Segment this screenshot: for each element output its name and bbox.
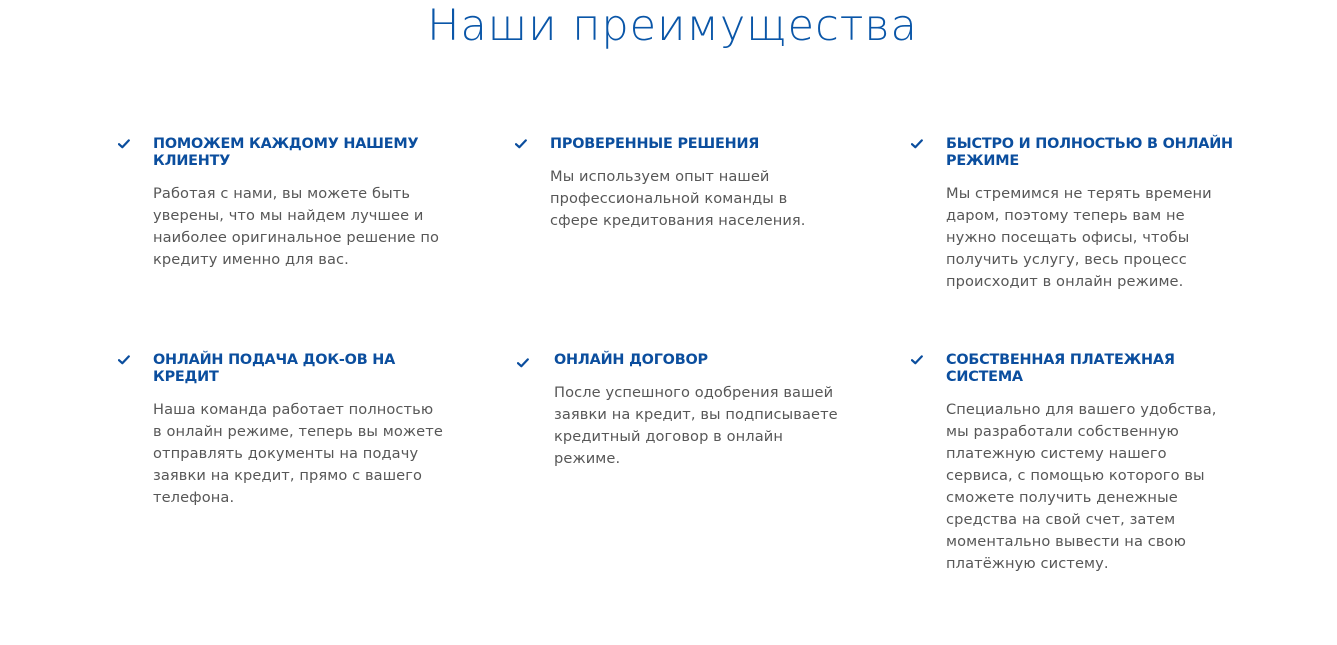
checkmark-icon bbox=[515, 139, 527, 149]
checkmark-icon bbox=[118, 355, 130, 365]
feature-title: ПРОВЕРЕННЫЕ РЕШЕНИЯ bbox=[550, 136, 760, 152]
feature-title: ПОМОЖЕМ КАЖДОМУ НАШЕМУ КЛИЕНТУ bbox=[153, 136, 419, 169]
feature-item-proven-solutions bbox=[550, 136, 825, 232]
checkmark-icon bbox=[517, 358, 529, 368]
feature-item-fast-online bbox=[946, 136, 1236, 293]
section-title: Наши преимущества bbox=[427, 1, 918, 51]
feature-item-online-documents bbox=[153, 352, 443, 509]
feature-title: БЫСТРО И ПОЛНОСТЬЮ В ОНЛАЙН РЕЖИМЕ bbox=[946, 136, 1233, 169]
feature-description: Наша команда работает полностью в онлайн режиме, теперь вы можете отправлять документы на подачу заявки на кредит, прямо с вашего телефона. bbox=[153, 401, 443, 506]
feature-description: Мы используем опыт нашей профессиональной команды в сфере кредитования населения. bbox=[550, 168, 806, 229]
feature-description: Мы стремимся не терять времени даром, поэтому теперь вам не нужно посещать офисы, чтобы получить услугу, весь процесс происходит в онлайн режиме. bbox=[946, 185, 1212, 290]
checkmark-icon bbox=[911, 139, 923, 149]
feature-description: Специально для вашего удобства, мы разработали собственную платежную систему нашего сервиса, с помощью которого вы сможете получить денежные средства на свой счет, затем моментально вывести на свою платёжную систему. bbox=[946, 401, 1217, 572]
feature-item-payment-system bbox=[946, 352, 1236, 575]
feature-title: ОНЛАЙН ПОДАЧА ДОК-ОВ НА КРЕДИТ bbox=[153, 352, 396, 385]
feature-description: Работая с нами, вы можете быть уверены, что мы найдем лучшее и наиболее оригинальное решение по кредиту именно для вас. bbox=[153, 185, 440, 268]
checkmark-icon bbox=[911, 355, 923, 365]
feature-description: После успешного одобрения вашей заявки на кредит, вы подписываете кредитный договор в онлайн режиме. bbox=[554, 384, 838, 467]
feature-title: ОНЛАЙН ДОГОВОР bbox=[554, 352, 708, 368]
feature-item-online-contract bbox=[554, 352, 844, 470]
feature-title: СОБСТВЕННАЯ ПЛАТЕЖНАЯ СИСТЕМА bbox=[946, 352, 1175, 385]
feature-item-help-every-client bbox=[153, 136, 443, 271]
checkmark-icon bbox=[118, 139, 130, 149]
